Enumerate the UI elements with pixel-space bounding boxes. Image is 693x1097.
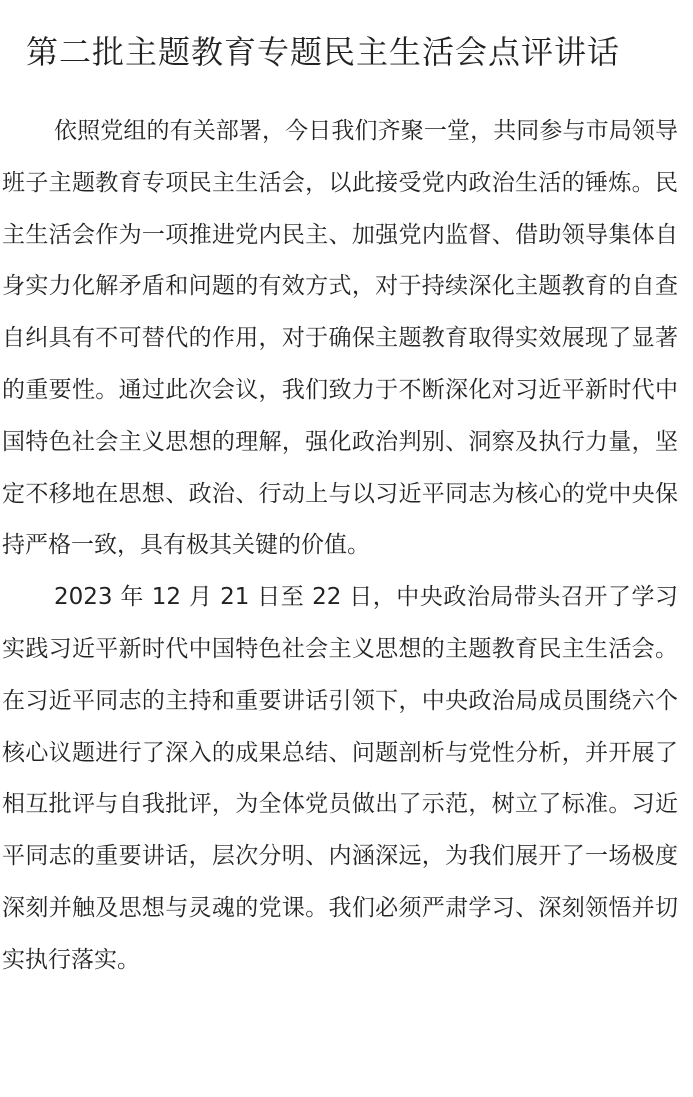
document-title: 第二批主题教育专题民主生活会点评讲话	[26, 33, 621, 71]
document-body	[2, 106, 678, 987]
paragraph-2: 2023 年 12 月 21 日至 22 日，中央政治局带头召开了学习实践习近平新时代中国特色社会主义思想的主题教育民主生活会。在习近平同志的主持和重要讲话引领下，中央政治局成员围绕六个核心议题进行了深入的成果总结、问题剖析与党性分析，并开展了相互批评与自我批评，为全体党员做出了示范，树立了标准。习近平同志的重要讲话，层次分明、内涵深远，为我们展开了一场极度深刻并触及思想与灵魂的党课。我们必须严肃学习、深刻领悟并切实执行落实。	[2, 584, 678, 973]
paragraph-1: 依照党组的有关部署，今日我们齐聚一堂，共同参与市局领导班子主题教育专项民主生活会，以此接受党内政治生活的锤炼。民主生活会作为一项推进党内民主、加强党内监督、借助领导集体自身实力化解矛盾和问题的有效方式，对于持续深化主题教育的自查自纠具有不可替代的作用，对于确保主题教育取得实效展现了显著的重要性。通过此次会议，我们致力于不断深化对习近平新时代中国特色社会主义思想的理解，强化政治判别、洞察及执行力量，坚定不移地在思想、政治、行动上与以习近平同志为核心的党中央保持严格一致，具有极其关键的价值。	[2, 118, 678, 559]
